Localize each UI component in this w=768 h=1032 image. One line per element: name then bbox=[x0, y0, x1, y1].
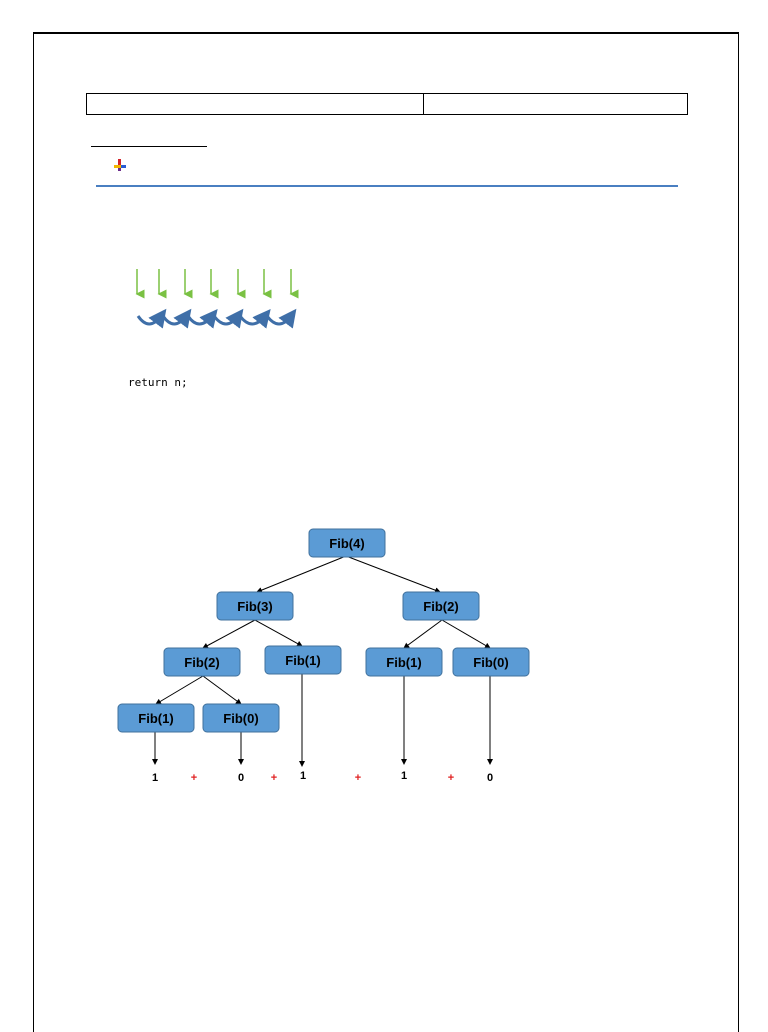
svg-text:Fib(2): Fib(2) bbox=[423, 599, 459, 614]
plus-4: + bbox=[447, 772, 455, 784]
plus-3: + bbox=[354, 772, 362, 784]
result-1: 1 bbox=[151, 772, 159, 784]
tree-node-fib4 bbox=[309, 529, 385, 557]
edge-fib2-fib0 bbox=[442, 620, 490, 648]
edge-fib4-fib2 bbox=[346, 556, 440, 592]
tree-node-fib1-mid bbox=[265, 646, 341, 674]
svg-text:Fib(4): Fib(4) bbox=[329, 536, 365, 551]
edge-fib3-fib2 bbox=[203, 620, 255, 648]
svg-text:Fib(1): Fib(1) bbox=[285, 653, 321, 668]
tree-node-fib2-left bbox=[164, 648, 240, 676]
svg-text:Fib(0): Fib(0) bbox=[473, 655, 509, 670]
plus-1: + bbox=[190, 772, 198, 784]
result-5: 0 bbox=[486, 772, 494, 784]
tree-node-fib0-left bbox=[203, 704, 279, 732]
edge-fib4-fib3 bbox=[257, 556, 346, 592]
result-3: 1 bbox=[299, 770, 307, 782]
result-2: 0 bbox=[237, 772, 245, 784]
svg-text:Fib(1): Fib(1) bbox=[386, 655, 422, 670]
edge-fib3-fib1 bbox=[255, 620, 302, 646]
tree-node-fib1-left bbox=[118, 704, 194, 732]
svg-text:Fib(2): Fib(2) bbox=[184, 655, 220, 670]
tree-node-fib2-right bbox=[403, 592, 479, 620]
svg-text:Fib(0): Fib(0) bbox=[223, 711, 259, 726]
tree-node-fib0-right bbox=[453, 648, 529, 676]
edge-fib2a-fib1 bbox=[156, 676, 203, 704]
edge-fib2-fib1 bbox=[404, 620, 442, 648]
result-values bbox=[152, 770, 493, 784]
svg-text:Fib(3): Fib(3) bbox=[237, 599, 273, 614]
plus-2: + bbox=[270, 772, 278, 784]
tree-node-fib1-right bbox=[366, 648, 442, 676]
svg-text:Fib(1): Fib(1) bbox=[138, 711, 174, 726]
code-return-statement: return n; bbox=[128, 376, 188, 389]
tree-node-fib3 bbox=[217, 592, 293, 620]
edge-fib2a-fib0 bbox=[203, 676, 241, 704]
result-4: 1 bbox=[400, 770, 408, 782]
